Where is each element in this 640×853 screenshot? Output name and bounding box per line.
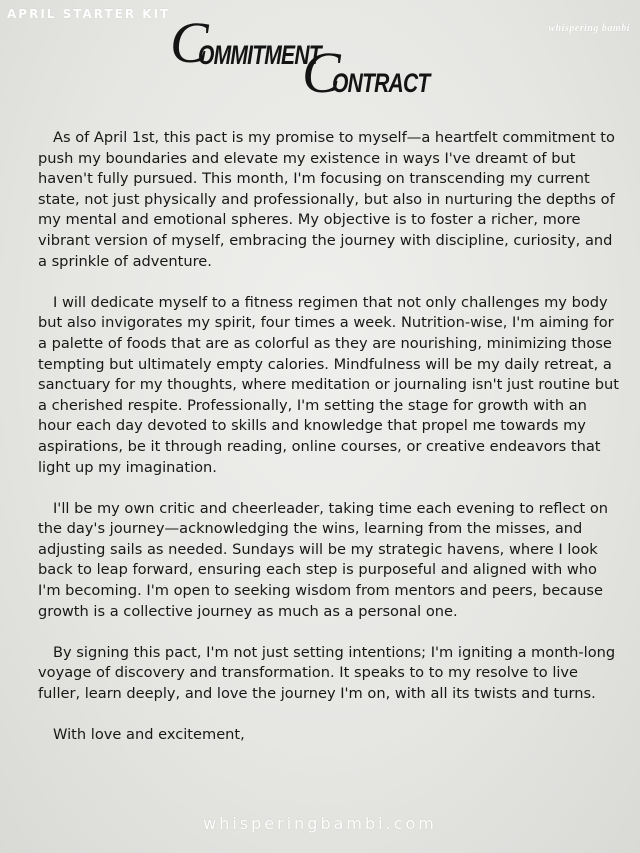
paragraph-reflection: I'll be my own critic and cheerleader, taking time each evening to reflect on the day's journey—acknowledging the wins, learning from the misses, and adjusting sails as needed. Sundays will be my strategic havens, where I look back to leap forward, ensuring each step is purposeful and aligned with who I'm becoming. I'm open to seeking wisdom from mentors and peers, because growth is a collective journey as much as a personal one. [38, 499, 609, 620]
paragraph-signing: By signing this pact, I'm not just setting intentions; I'm igniting a month-long voyage of discovery and transformation. It speaks to to my resolve to live fuller, learn deeply, and love the journey I'm on, with all its twists and turns. [38, 643, 616, 703]
series-label: APRIL STARTER KIT [7, 7, 171, 21]
title-line1-initial: C [170, 10, 209, 75]
paragraph-intro: As of April 1st, this pact is my promise to myself—a heartfelt commitment to push my boundaries and elevate my existence in ways I've dreamt of but haven't fully pursued. This month, I'm focusing on transcending my current state, not just physically and professionally, but also in nurturing the depths of my mental and emotional spheres. My objective is to foster a richer, more vibrant version of myself, embracing the journey with discipline, curiosity, and a sprinkle of adventure. [38, 129, 615, 270]
title-line2-initial: C [302, 40, 341, 105]
paragraph-habits: I will dedicate myself to a fitness regimen that not only challenges my body but also invigorates my spirit, four times a week. Nutrition-wise, I'm aiming for a palette of foods that are as colorful as they are nourishing, minimizing those tempting but ultimately empty calories. Mindfulness will be my daily retreat, a sanctuary for my thoughts, where meditation or journaling isn't just routine but a cherished respite. Professionally, I'm setting the stage for growth with an hour each day devoted to skills and knowledge that propel me towards my aspirations, be it through reading, online courses, or creative endeavors that light up my imagination. [38, 293, 619, 476]
brand-logo: whispering bambi [548, 23, 630, 34]
title-line1-rest: OMMITMENT [198, 40, 321, 70]
page-title [170, 10, 440, 105]
closing-line: With love and excitement, [53, 726, 245, 744]
contract-body [38, 128, 623, 766]
title-line2-rest: ONTRACT [332, 68, 430, 98]
website-footer: whisperingbambi.com [203, 814, 437, 833]
